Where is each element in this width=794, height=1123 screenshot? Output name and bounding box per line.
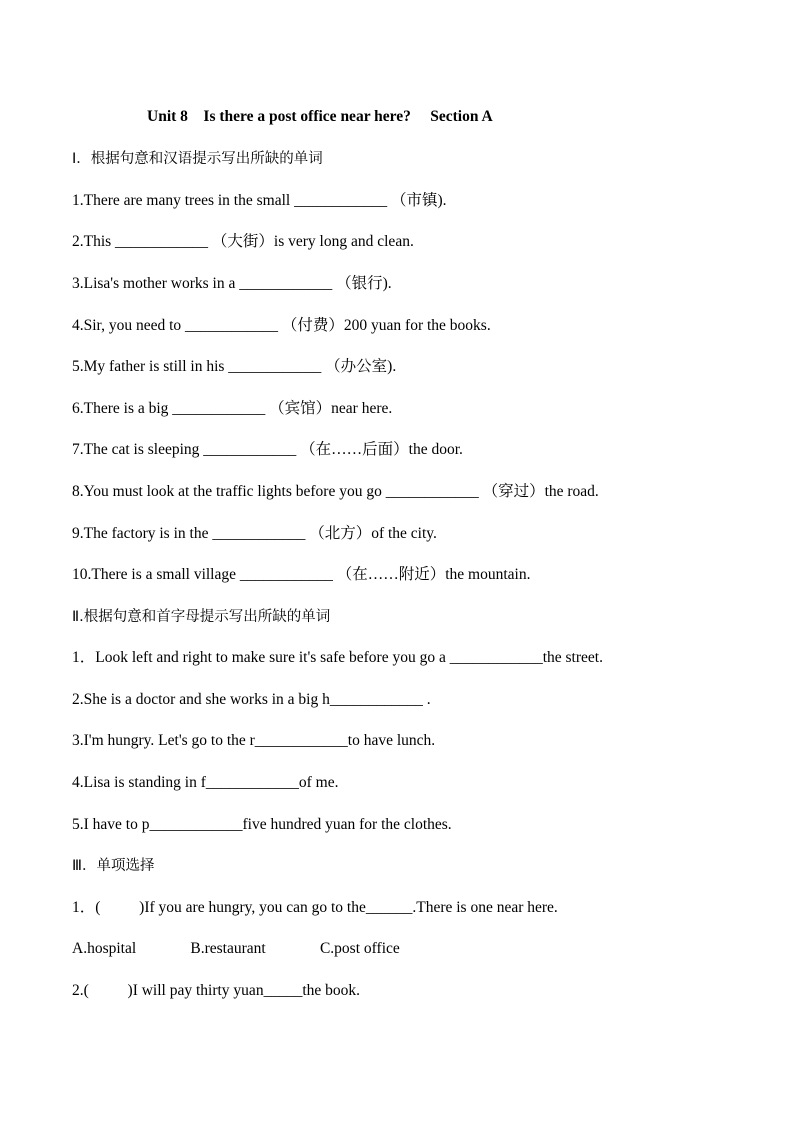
section-1-item: 5.My father is still in his ____________ （办公室). [72, 358, 397, 375]
section-1-heading: Ⅰ．根据句意和汉语提示写出所缺的单词 [72, 151, 323, 167]
section-2-item: 4.Lisa is standing in f____________of me. [72, 774, 339, 791]
section-1-item: 9.The factory is in the ____________ （北方）of the city. [72, 525, 437, 542]
section-1-item: 2.This ____________ （大街）is very long and clean. [72, 233, 414, 250]
section-1-item: 8.You must look at the traffic lights before you go ____________ （穿过）the road. [72, 483, 599, 500]
section-1-item: 10.There is a small village ____________ （在……附近）the mountain. [72, 566, 531, 583]
section-2-item: 3.I'm hungry. Let's go to the r____________to have lunch. [72, 732, 436, 749]
section-2-item: 1．Look left and right to make sure it's safe before you go a ____________the street. [72, 649, 603, 666]
page-title: Unit 8 Is there a post office near here? Section A [147, 108, 493, 125]
section-1-item: 3.Lisa's mother works in a ____________ （银行). [72, 275, 392, 292]
section-2-heading: Ⅱ.根据句意和首字母提示写出所缺的单词 [72, 609, 331, 625]
section-3-heading: Ⅲ．单项选择 [72, 858, 155, 874]
section-1-item: 4.Sir, you need to ____________ （付费）200 yuan for the books. [72, 317, 491, 334]
section-3-question: 1．( )If you are hungry, you can go to the______.There is one near here. [72, 899, 558, 916]
section-2-item: 5.I have to p____________five hundred yuan for the clothes. [72, 816, 452, 833]
section-3-options: A.hospital B.restaurant C.post office [72, 940, 400, 957]
section-3-question: 2.( )I will pay thirty yuan_____the book. [72, 982, 360, 999]
section-1-item: 7.The cat is sleeping ____________ （在……后面）the door. [72, 441, 463, 458]
section-1-item: 1.There are many trees in the small ____________ （市镇). [72, 192, 447, 209]
section-1-item: 6.There is a big ____________ （宾馆）near here. [72, 400, 393, 417]
section-2-item: 2.She is a doctor and she works in a big h____________ . [72, 691, 431, 708]
